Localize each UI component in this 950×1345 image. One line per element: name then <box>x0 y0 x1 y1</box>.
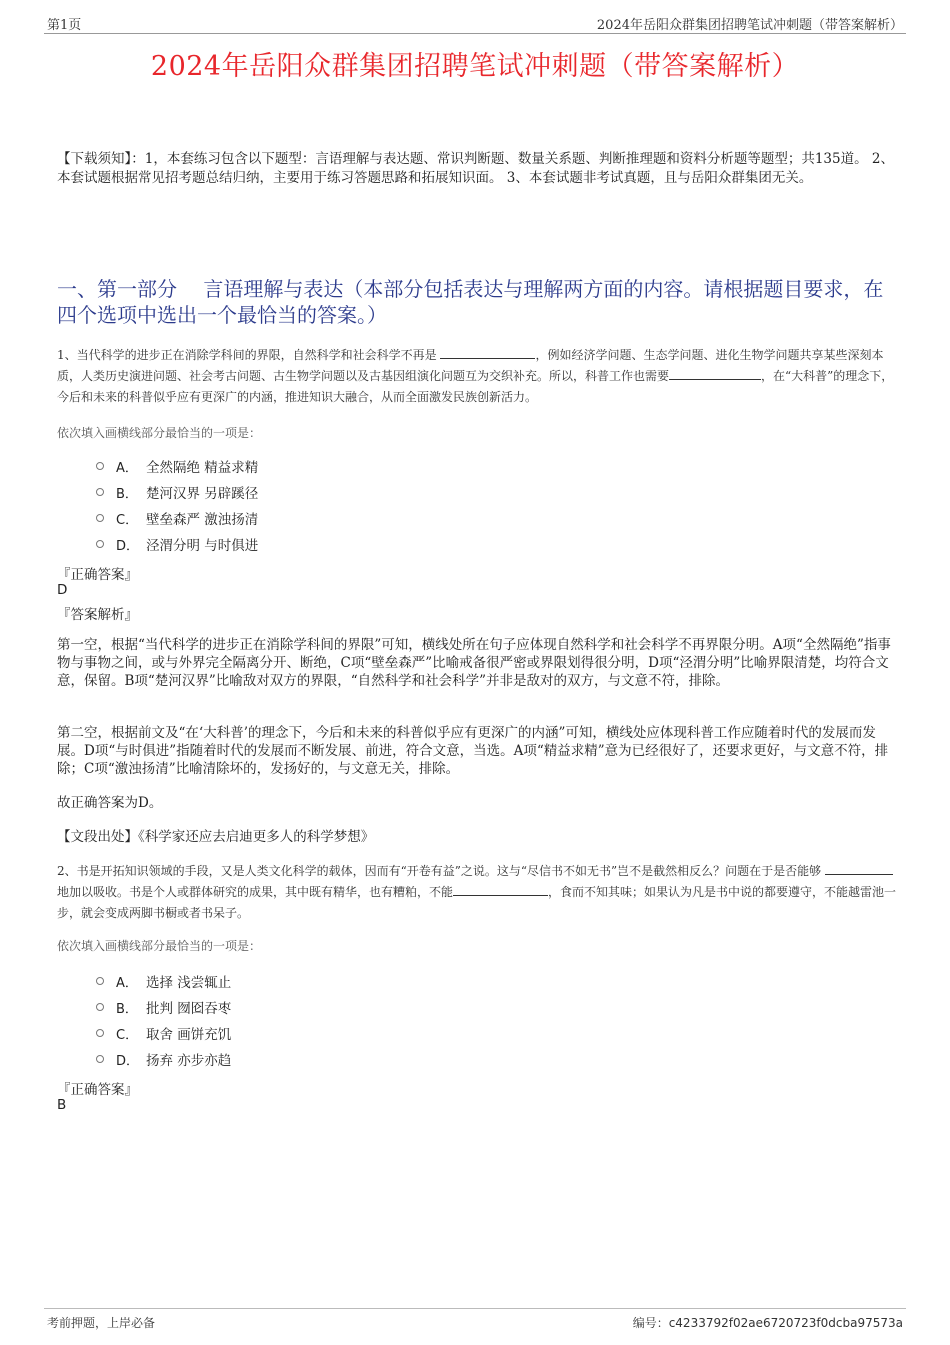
q2-blank-2 <box>453 883 548 896</box>
radio-icon[interactable] <box>96 1055 104 1063</box>
footer-code-label: 编号： <box>632 1316 669 1330</box>
q1-analysis-para-1: 第一空，根据“当代科学的进步正在消除学科间的界限”可知，横线处所在句子应体现自然科学和社会科学不再界限分明。A项“全然隔绝”指事物与事物之间，或与外界完全隔离分开、断绝，C项“壁垒森严”比喻戒备很严密或界限划得很分明，D项“泾渭分明”比喻界限清楚，均符合文意，保留。B项“楚河汉界”比喻敌对双方的界限，“自然科学和社会科学”并非是敌对的双方，与文意不符，排除。 <box>57 637 891 689</box>
q2-answer-label: 『正确答案』 <box>57 1082 138 1098</box>
q2-option-b[interactable]: B． 批判 囫囵吞枣 <box>96 994 231 1020</box>
footer-divider <box>44 1308 906 1309</box>
q2-options <box>96 968 231 1072</box>
q1-analysis-label: 『答案解析』 <box>57 607 138 623</box>
q1-blank-2 <box>669 367 761 380</box>
q1-answer-label: 『正确答案』 <box>57 567 138 583</box>
q1-analysis-para-3: 故正确答案为D。 <box>57 795 163 811</box>
q2-option-d[interactable]: D． 扬弃 亦步亦趋 <box>96 1046 231 1072</box>
q1-text-part3: ，在“大科普”的理念下，今后和未来的科普似乎应有更深广的内涵，推进知识大融合，从而全面激发民族创新活力。 <box>57 369 894 404</box>
q1-prompt: 依次填入画横线部分最恰当的一项是： <box>57 426 262 440</box>
radio-icon[interactable] <box>96 1029 104 1037</box>
radio-icon[interactable] <box>96 540 104 548</box>
q2-prompt: 依次填入画横线部分最恰当的一项是： <box>57 939 262 953</box>
q2-option-a[interactable]: A． 选择 浅尝辄止 <box>96 968 231 994</box>
header-divider <box>44 33 906 34</box>
q1-answer: D <box>57 582 68 598</box>
q1-option-c[interactable]: C． 壁垒森严 激浊扬清 <box>96 505 258 531</box>
radio-icon[interactable] <box>96 977 104 985</box>
q1-text-part2: ，例如经济学问题、生态学问题、进化生物学问题共享某些深刻本质，人类历史演进问题、社会考古问题、古生物学问题以及古基因组演化问题互为交织补充。所以，科普工作也需要 <box>57 348 884 383</box>
q1-option-b[interactable]: B． 楚河汉界 另辟蹊径 <box>96 479 258 505</box>
question-2-text <box>57 861 899 924</box>
question-1-text <box>57 345 899 408</box>
q2-text-part2: 地加以吸收。书是个人或群体研究的成果，其中既有精华，也有糟粕，不能 <box>57 885 454 899</box>
section-heading: 一、第一部分 言语理解与表达（本部分包括表达与理解两方面的内容。请根据题目要求，在四个选项中选出一个最恰当的答案。） <box>57 277 884 327</box>
radio-icon[interactable] <box>96 1003 104 1011</box>
radio-icon[interactable] <box>96 462 104 470</box>
page-number: 第1页 <box>47 18 82 33</box>
q1-option-a[interactable]: A． 全然隔绝 精益求精 <box>96 453 258 479</box>
q2-blank-1 <box>825 862 893 875</box>
footer-code-value: c4233792f02ae6720723f0dcba97573a <box>668 1316 903 1330</box>
q1-source: 【文段出处】《科学家还应去启迪更多人的科学梦想》 <box>57 829 375 845</box>
q1-blank-1 <box>440 346 535 359</box>
footer-code <box>633 1314 903 1331</box>
q2-answer: B <box>57 1097 67 1113</box>
footer-slogan: 考前押题，上岸必备 <box>47 1316 156 1330</box>
radio-icon[interactable] <box>96 488 104 496</box>
q1-options <box>96 453 258 557</box>
radio-icon[interactable] <box>96 514 104 522</box>
q1-option-d[interactable]: D． 泾渭分明 与时俱进 <box>96 531 258 557</box>
q2-text-part3: ，食而不知其味；如果认为凡是书中说的都要遵守，不能越雷池一步，就会变成两脚书橱或者书呆子。 <box>57 885 897 920</box>
q1-text-part1: 1、当代科学的进步正在消除学科间的界限，自然科学和社会科学不再是 <box>57 348 437 362</box>
q2-option-c[interactable]: C． 取舍 画饼充饥 <box>96 1020 231 1046</box>
page-title: 2024年岳阳众群集团招聘笔试冲刺题（带答案解析） <box>150 51 800 82</box>
download-notice: 【下载须知】：1，本套练习包含以下题型：言语理解与表达题、常识判断题、数量关系题、判断推理题和资料分析题等题型；共135道。 2、本套试题根据常见招考题总结归纳，主要用于练习答题思路和拓展知识面。 3、本套试题非考试真题，且与岳阳众群集团无关。 <box>57 151 894 186</box>
header-doc-title: 2024年岳阳众群集团招聘笔试冲刺题（带答案解析） <box>596 18 903 33</box>
q1-analysis-para-2: 第二空，根据前文及“在‘大科普’的理念下，今后和未来的科普似乎应有更深广的内涵”可知，横线处应体现科普工作应随着时代的发展而发展。D项“与时俱进”指随着时代的发展而不断发展、前进，符合文意，当选。A项“精益求精”意为已经很好了，还要求更好，与文意不符，排除；C项“激浊扬清”比喻清除坏的，发扬好的，与文意无关，排除。 <box>57 725 889 777</box>
q2-text-part1: 2、书是开拓知识领域的手段，又是人类文化科学的载体，因而有“开卷有益”之说。这与“尽信书不如无书”岂不是截然相反么？问题在于是否能够 <box>57 864 822 878</box>
